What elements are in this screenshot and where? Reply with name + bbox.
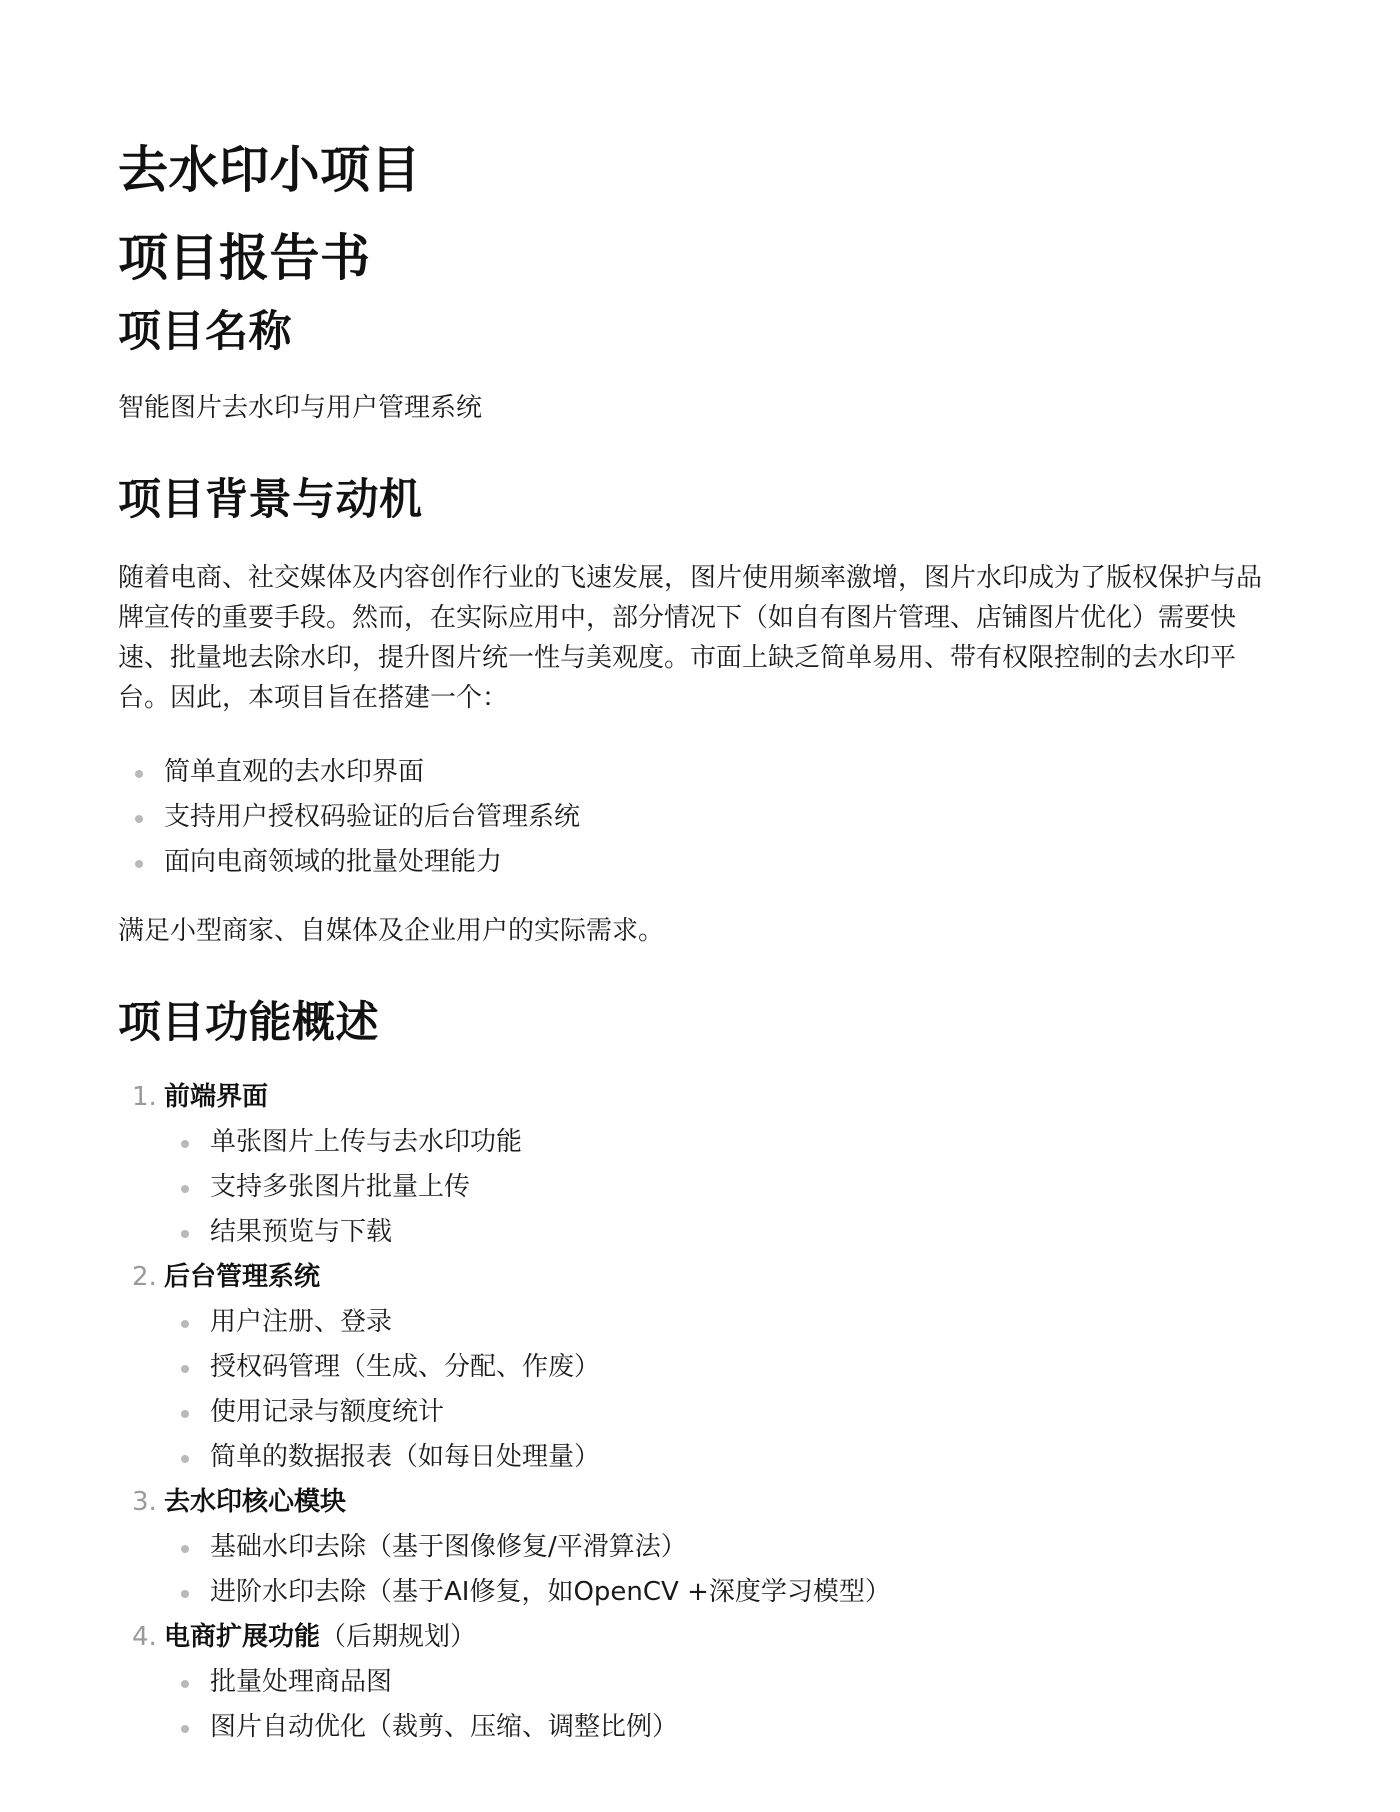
feature-sub-list [164, 1300, 1282, 1480]
feature-sub-list [164, 1120, 1282, 1255]
feature-title: 去水印核心模块 [164, 1487, 347, 1517]
background-closing-text: 满足小型商家、自媒体及企业用户的实际需求。 [118, 916, 665, 946]
feature-sub-list [164, 1660, 1282, 1750]
list-item: 面向电商领域的批量处理能力 [118, 840, 1282, 885]
list-item: 批量处理商品图 [164, 1660, 1282, 1705]
section-heading-background: 项目背景与动机 [118, 475, 423, 525]
document-subtitle: 项目报告书 [118, 229, 371, 287]
features-numbered-list [118, 1075, 1282, 1750]
list-item: 进阶水印去除（基于AI修复，如OpenCV +深度学习模型） [164, 1570, 1282, 1615]
feature-sub-list [164, 1525, 1282, 1615]
list-item: 图片自动优化（裁剪、压缩、调整比例） [164, 1705, 1282, 1750]
list-item: 授权码管理（生成、分配、作废） [164, 1345, 1282, 1390]
list-number: 4. [132, 1622, 157, 1652]
section-heading-project-name: 项目名称 [118, 307, 292, 357]
feature-item-admin [118, 1255, 1282, 1480]
list-number: 3. [132, 1487, 157, 1517]
list-item: 使用记录与额度统计 [164, 1390, 1282, 1435]
list-item: 结果预览与下载 [164, 1210, 1282, 1255]
list-item: 支持用户授权码验证的后台管理系统 [118, 795, 1282, 840]
background-paragraph: 随着电商、社交媒体及内容创作行业的飞速发展，图片使用频率激增，图片水印成为了版权保护与品牌宣传的重要手段。然而，在实际应用中，部分情况下（如自有图片管理、店铺图片优化）需要快速、批量地去除水印，提升图片统一性与美观度。市面上缺乏简单易用、带有权限控制的去水印平台。因此，本项目旨在搭建一个： [118, 563, 1263, 713]
list-number: 1. [132, 1082, 157, 1112]
section-heading-features: 项目功能概述 [118, 998, 379, 1048]
background-bullet-list [118, 750, 1282, 885]
list-item: 支持多张图片批量上传 [164, 1165, 1282, 1210]
project-name-text: 智能图片去水印与用户管理系统 [118, 393, 483, 423]
list-item: 单张图片上传与去水印功能 [164, 1120, 1282, 1165]
feature-item-core [118, 1480, 1282, 1615]
list-item: 简单的数据报表（如每日处理量） [164, 1435, 1282, 1480]
document-title: 去水印小项目 [118, 141, 421, 199]
feature-title: 前端界面 [164, 1082, 269, 1112]
feature-note: （后期规划） [320, 1622, 477, 1652]
feature-title: 电商扩展功能 [164, 1622, 321, 1652]
feature-item-frontend [118, 1075, 1282, 1255]
feature-title: 后台管理系统 [164, 1262, 321, 1292]
list-item: 简单直观的去水印界面 [118, 750, 1282, 795]
feature-item-ecommerce [118, 1615, 1282, 1750]
list-item: 基础水印去除（基于图像修复/平滑算法） [164, 1525, 1282, 1570]
list-number: 2. [132, 1262, 157, 1292]
list-item: 用户注册、登录 [164, 1300, 1282, 1345]
